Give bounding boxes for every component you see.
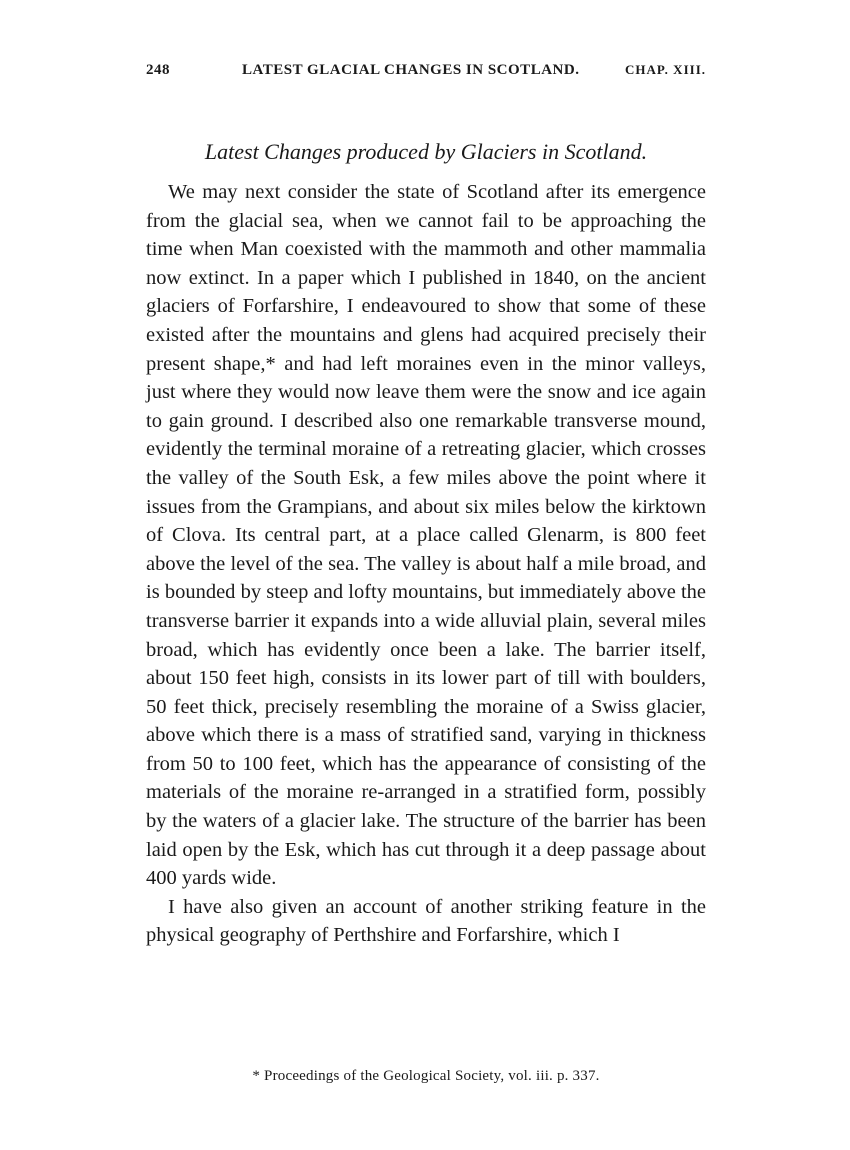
section-title: Latest Changes produced by Glaciers in Scotland. [204,139,648,164]
running-title: LATEST GLACIAL CHANGES IN SCOTLAND. [242,62,580,78]
paragraph: I have also given an account of another striking feature in the physical geography of Perthshire and Forfarshire, which I [146,895,706,947]
page-number: 248 [146,62,170,78]
body-text [146,178,706,950]
chapter-label: CHAP. XIII. [625,62,706,77]
paragraph: We may next consider the state of Scotland after its emergence from the glacial sea, when we cannot fail to be approaching the time when Man coexisted with the mammoth and other mammalia now extinct. In a paper which I published in 1840, on the ancient glaciers of Forfarshire, I endeavoured to show that some of these existed after the mountains and glens had acquired precisely their present shape,* and had left moraines even in the minor valleys, just where they would now leave them were the snow and ice again to gain ground. I described also one remarkable transverse mound, evidently the terminal moraine of a retreating glacier, which crosses the valley of the South Esk, a few miles above the point where it issues from the Grampians, and about six miles below the kirktown of Clova. Its central part, at a place called Glenarm, is 800 feet above the level of the sea. The valley is about half a mile broad, and is bounded by steep and lofty mountains, but immediately above the transverse barrier it expands into a wide alluvial plain, several miles broad, which has evidently once been a lake. The barrier itself, about 150 feet high, consists in its lower part of till with boulders, 50 feet thick, precisely resembling the moraine of a Swiss glacier, above which there is a mass of stratified sand, varying in thickness from 50 to 100 feet, which has the appearance of consisting of the materials of the moraine re-arranged in a stratified form, possibly by the waters of a glacier lake. The structure of the barrier has been laid open by the Esk, which has cut through it a deep passage about 400 yards wide. [146,181,706,890]
footnote: * Proceedings of the Geological Society, vol. iii. p. 337. [252,1068,600,1084]
running-head [146,62,706,84]
